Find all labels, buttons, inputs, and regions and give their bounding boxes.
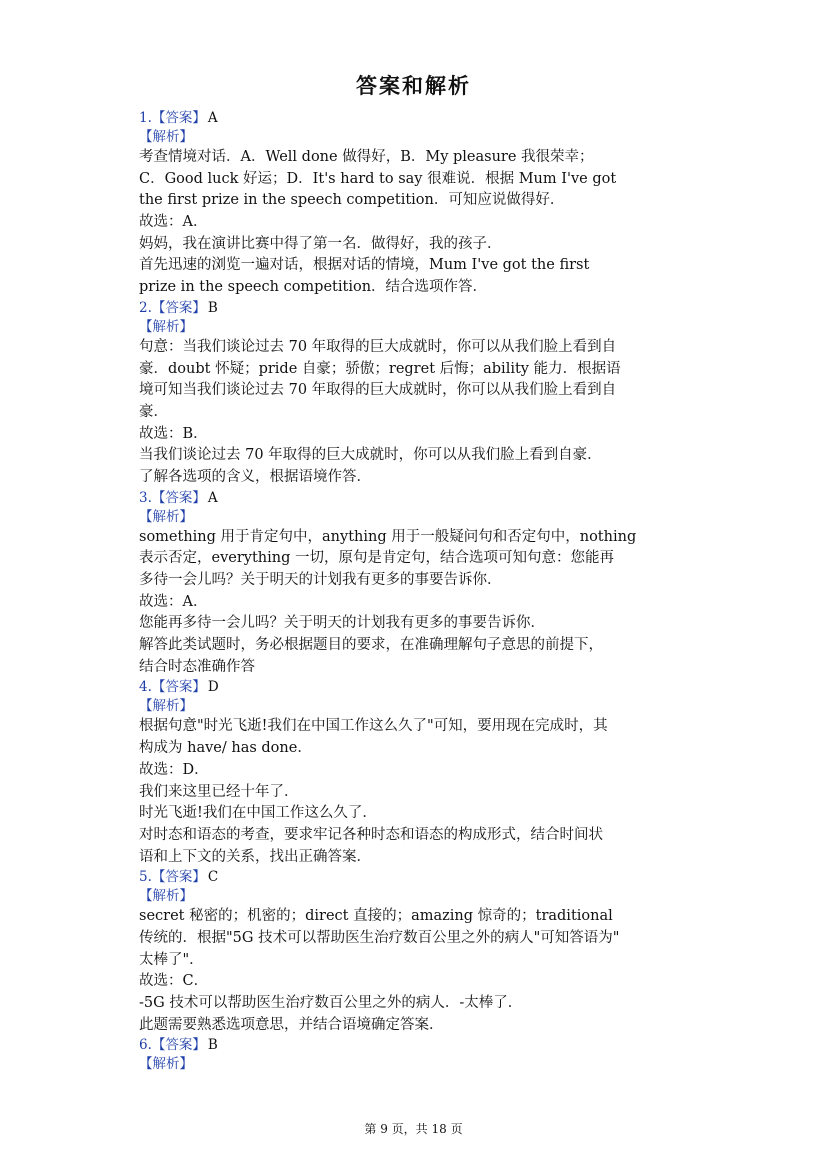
answer-heading [139,1036,699,1055]
analysis-tag: 【解析】 [139,129,193,145]
analysis-line: 豪．doubt 怀疑；pride 自豪；骄傲；regret 后悔；ability 能力．根据语 [139,360,621,377]
analysis-line: 此题需要熟悉选项意思，并结合语境确定答案． [139,1016,444,1033]
analysis-line: 故选：C． [139,973,209,990]
analysis-line: 传统的．根据"5G 技术可以帮助医生治疗数百公里之外的病人"可知答语为" [139,929,620,946]
analysis-line: 表示否定，everything 一切，原句是肯定句，结合选项可知句意：您能再 [139,550,615,567]
analysis-line: secret 秘密的；机密的；direct 直接的；amazing 惊奇的；traditional [139,908,613,925]
analysis-line: 句意：当我们谈论过去 70 年取得的巨大成就时，你可以从我们脸上看到自 [139,338,617,355]
analysis-line: 妈妈，我在演讲比赛中得了第一名．做得好，我的孩子． [139,235,502,252]
analysis-line: 时光飞逝!我们在中国工作这么久了． [139,805,377,822]
analysis-line: something 用于肯定句中，anything 用于一般疑问句和否定句中，nothing [139,528,637,545]
answer-letter: D [207,679,219,696]
analysis-line: -5G 技术可以帮助医生治疗数百公里之外的病人．-太棒了． [139,995,523,1011]
analysis-line: 构成为 have/ has done． [139,740,312,757]
analysis-line: 结合时态准确作答 [139,658,255,675]
analysis-line: 故选：D． [139,761,209,778]
answer-block [139,109,699,299]
answer-block [139,678,699,868]
answer-heading [139,678,699,697]
analysis-line: C．Good luck 好运；D．It's hard to say 很难说．根据 Mum I've got [139,170,617,187]
analysis-tag: 【解析】 [139,1056,193,1073]
question-number: 2. [139,299,152,316]
analysis-tag: 【解析】 [139,318,193,335]
answer-letter: A [207,110,218,126]
analysis-line: 了解各选项的含义，根据语境作答． [139,468,371,485]
analysis-tag: 【解析】 [139,888,193,905]
answer-block [139,299,699,489]
question-number: 4. [139,679,152,696]
analysis-line: 解答此类试题时，务必根据题目的要求，在准确理解句子意思的前提下， [139,637,603,654]
analysis-line: 语和上下文的关系，找出正确答案． [139,848,371,865]
analysis-line: 境可知当我们谈论过去 70 年取得的巨大成就时，你可以从我们脸上看到自 [139,382,617,399]
page-footer: 第 9 页，共 18 页 [364,1122,463,1136]
question-number: 3. [139,489,152,506]
answer-heading [139,109,699,128]
question-number: 6. [139,1037,152,1054]
answer-block [139,489,699,679]
analysis-line: 多待一会儿吗？关于明天的计划我有更多的事要告诉你． [139,572,502,588]
question-number: 1. [139,110,152,126]
answer-letter: C [207,869,219,886]
analysis-line: 我们来这里已经十年了． [139,783,299,800]
analysis-line: 故选：A． [139,214,208,231]
analysis-tag: 【解析】 [139,508,193,525]
answer-letter: B [207,1037,218,1054]
analysis-line: 故选：A． [139,593,208,610]
analysis-line: 豪． [139,403,168,420]
answer-tag: 【答案】 [151,869,206,886]
analysis-line: 故选：B． [139,425,208,442]
analysis-line: 考查情境对话．A．Well done 做得好，B．My pleasure 我很荣幸； [139,149,594,165]
analysis-line: 当我们谈论过去 70 年取得的巨大成就时，你可以从我们脸上看到自豪． [139,447,602,464]
answer-tag: 【答案】 [151,299,206,316]
answer-tag: 【答案】 [151,1037,206,1054]
analysis-line: 根据句意"时光飞逝!我们在中国工作这么久了"可知，要用现在完成时，其 [139,718,608,735]
answer-tag: 【答案】 [151,489,206,506]
question-number: 5. [139,869,152,886]
analysis-line: 对时态和语态的考查，要求牢记各种时态和语态的构成形式，结合时间状 [139,826,603,843]
page-title: 答案和解析 [356,73,471,98]
analysis-line: prize in the speech competition．结合选项作答． [139,279,488,296]
analysis-line: 您能再多待一会儿吗？关于明天的计划我有更多的事要告诉你． [139,615,545,632]
answer-list [139,109,699,1074]
answer-heading [139,489,699,508]
answer-letter: B [207,299,218,316]
answer-tag: 【答案】 [151,110,206,126]
analysis-line: the first prize in the speech competition．可知应说做得好． [139,192,565,209]
answer-heading [139,299,699,318]
answer-letter: A [207,489,218,506]
answer-tag: 【答案】 [151,679,206,696]
answer-block [139,868,699,1036]
answer-heading [139,868,699,887]
answer-block [139,1036,699,1074]
analysis-line: 首先迅速的浏览一遍对话，根据对话的情境，Mum I've got the first [139,257,590,274]
analysis-line: 太棒了"． [139,951,204,968]
analysis-tag: 【解析】 [139,698,193,715]
